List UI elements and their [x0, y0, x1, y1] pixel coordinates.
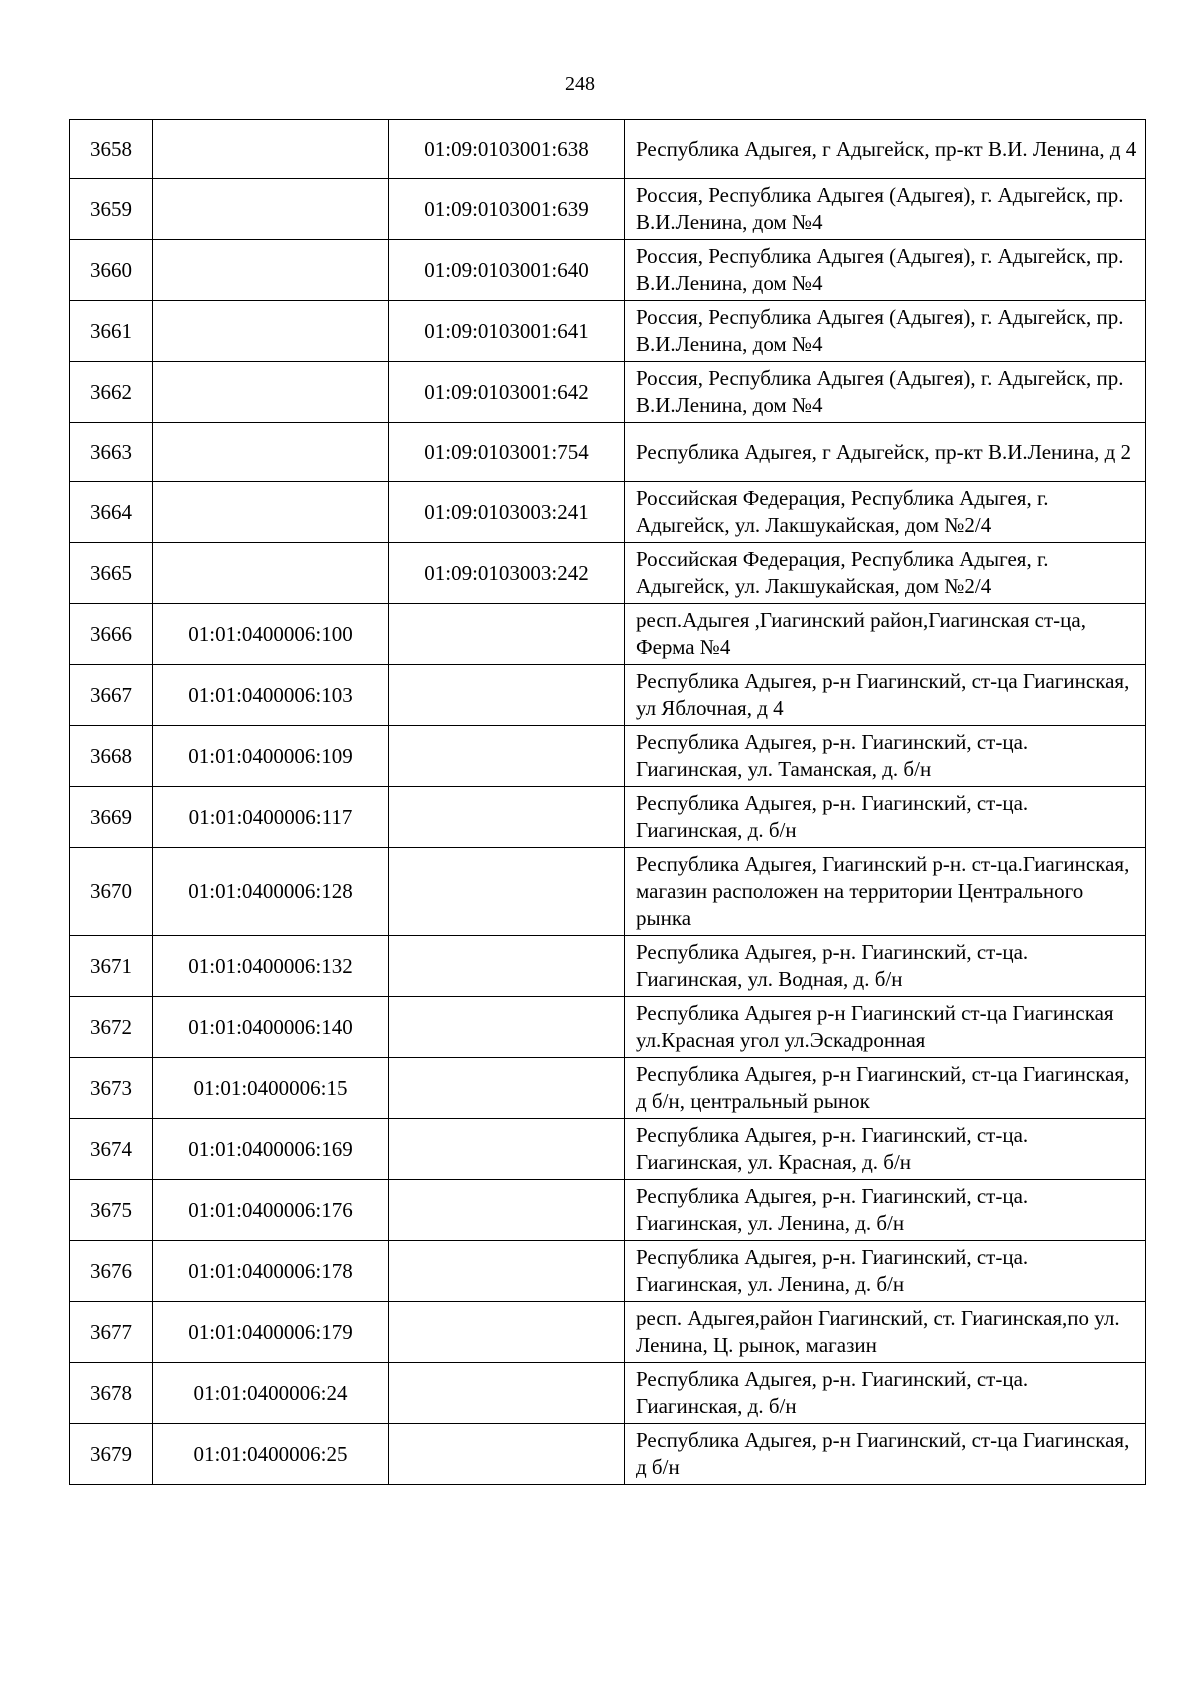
row-number-cell: 3672: [70, 997, 153, 1058]
address-cell: респ. Адыгея,район Гиагинский, ст. Гиагинская,по ул. Ленина, Ц. рынок, магазин: [625, 1302, 1146, 1363]
object-cadastral-number-cell: 01:09:0103001:640: [389, 240, 625, 301]
row-number-cell: 3663: [70, 423, 153, 482]
address-cell: Республика Адыгея, р-н. Гиагинский, ст-ца. Гиагинская, ул. Красная, д. б/н: [625, 1119, 1146, 1180]
row-number-cell: 3659: [70, 179, 153, 240]
address-cell: Республика Адыгея, р-н. Гиагинский, ст-ца. Гиагинская, д. б/н: [625, 787, 1146, 848]
table-row: [70, 936, 1146, 997]
object-cadastral-number-cell: [389, 604, 625, 665]
land-cadastral-number-cell: [153, 240, 389, 301]
address-cell: Россия, Республика Адыгея (Адыгея), г. Адыгейск, пр. В.И.Ленина, дом №4: [625, 179, 1146, 240]
page-number: 248: [565, 73, 595, 95]
object-cadastral-number-cell: [389, 936, 625, 997]
land-cadastral-number-cell: [153, 423, 389, 482]
object-cadastral-number-cell: 01:09:0103001:642: [389, 362, 625, 423]
land-cadastral-number-cell: 01:01:0400006:169: [153, 1119, 389, 1180]
table-row: [70, 120, 1146, 179]
table-row: [70, 482, 1146, 543]
address-cell: Республика Адыгея, р-н Гиагинский, ст-ца Гиагинская, д б/н: [625, 1424, 1146, 1485]
object-cadastral-number-cell: 01:09:0103003:242: [389, 543, 625, 604]
address-cell: Россия, Республика Адыгея (Адыгея), г. Адыгейск, пр. В.И.Ленина, дом №4: [625, 362, 1146, 423]
land-cadastral-number-cell: 01:01:0400006:128: [153, 848, 389, 936]
table-row: [70, 604, 1146, 665]
land-cadastral-number-cell: [153, 301, 389, 362]
table-row: [70, 1241, 1146, 1302]
table-row: [70, 1180, 1146, 1241]
address-cell: Республика Адыгея, р-н. Гиагинский, ст-ца. Гиагинская, ул. Ленина, д. б/н: [625, 1241, 1146, 1302]
table-row: [70, 179, 1146, 240]
land-cadastral-number-cell: [153, 482, 389, 543]
land-cadastral-number-cell: 01:01:0400006:117: [153, 787, 389, 848]
address-cell: Российская Федерация, Республика Адыгея, г. Адыгейск, ул. Лакшукайская, дом №2/4: [625, 482, 1146, 543]
object-cadastral-number-cell: [389, 1180, 625, 1241]
land-cadastral-number-cell: [153, 179, 389, 240]
row-number-cell: 3679: [70, 1424, 153, 1485]
row-number-cell: 3664: [70, 482, 153, 543]
row-number-cell: 3673: [70, 1058, 153, 1119]
land-cadastral-number-cell: 01:01:0400006:132: [153, 936, 389, 997]
object-cadastral-number-cell: [389, 726, 625, 787]
land-cadastral-number-cell: 01:01:0400006:179: [153, 1302, 389, 1363]
row-number-cell: 3677: [70, 1302, 153, 1363]
table-row: [70, 1058, 1146, 1119]
object-cadastral-number-cell: 01:09:0103001:641: [389, 301, 625, 362]
row-number-cell: 3671: [70, 936, 153, 997]
address-cell: Республика Адыгея, р-н. Гиагинский, ст-ца. Гиагинская, д. б/н: [625, 1363, 1146, 1424]
registry-table: [69, 119, 1146, 1485]
object-cadastral-number-cell: 01:09:0103001:639: [389, 179, 625, 240]
row-number-cell: 3661: [70, 301, 153, 362]
land-cadastral-number-cell: 01:01:0400006:178: [153, 1241, 389, 1302]
address-cell: Республика Адыгея, г Адыгейск, пр-кт В.И. Ленина, д 4: [625, 120, 1146, 179]
row-number-cell: 3670: [70, 848, 153, 936]
table-row: [70, 543, 1146, 604]
table-row: [70, 848, 1146, 936]
table-row: [70, 997, 1146, 1058]
table-row: [70, 787, 1146, 848]
object-cadastral-number-cell: [389, 1058, 625, 1119]
address-cell: Республика Адыгея, Гиагинский р-н. ст-ца.Гиагинская, магазин расположен на территории Центрального рынка: [625, 848, 1146, 936]
row-number-cell: 3662: [70, 362, 153, 423]
address-cell: Республика Адыгея, г Адыгейск, пр-кт В.И.Ленина, д 2: [625, 423, 1146, 482]
object-cadastral-number-cell: [389, 1302, 625, 1363]
row-number-cell: 3668: [70, 726, 153, 787]
land-cadastral-number-cell: [153, 362, 389, 423]
object-cadastral-number-cell: [389, 848, 625, 936]
land-cadastral-number-cell: [153, 120, 389, 179]
object-cadastral-number-cell: 01:09:0103001:754: [389, 423, 625, 482]
address-cell: Республика Адыгея, р-н Гиагинский, ст-ца Гиагинская, ул Яблочная, д 4: [625, 665, 1146, 726]
row-number-cell: 3678: [70, 1363, 153, 1424]
address-cell: Республика Адыгея, р-н Гиагинский, ст-ца Гиагинская, д б/н, центральный рынок: [625, 1058, 1146, 1119]
table-row: [70, 423, 1146, 482]
object-cadastral-number-cell: [389, 1119, 625, 1180]
land-cadastral-number-cell: 01:01:0400006:100: [153, 604, 389, 665]
land-cadastral-number-cell: 01:01:0400006:15: [153, 1058, 389, 1119]
land-cadastral-number-cell: 01:01:0400006:140: [153, 997, 389, 1058]
table-row: [70, 1302, 1146, 1363]
row-number-cell: 3666: [70, 604, 153, 665]
table-row: [70, 1363, 1146, 1424]
row-number-cell: 3658: [70, 120, 153, 179]
object-cadastral-number-cell: [389, 787, 625, 848]
object-cadastral-number-cell: [389, 1424, 625, 1485]
address-cell: Республика Адыгея, р-н. Гиагинский, ст-ца. Гиагинская, ул. Таманская, д. б/н: [625, 726, 1146, 787]
address-cell: Российская Федерация, Республика Адыгея, г. Адыгейск, ул. Лакшукайская, дом №2/4: [625, 543, 1146, 604]
registry-table-body: [70, 120, 1146, 1485]
address-cell: Россия, Республика Адыгея (Адыгея), г. Адыгейск, пр. В.И.Ленина, дом №4: [625, 301, 1146, 362]
land-cadastral-number-cell: 01:01:0400006:24: [153, 1363, 389, 1424]
address-cell: Республика Адыгея, р-н. Гиагинский, ст-ца. Гиагинская, ул. Водная, д. б/н: [625, 936, 1146, 997]
land-cadastral-number-cell: [153, 543, 389, 604]
land-cadastral-number-cell: 01:01:0400006:109: [153, 726, 389, 787]
object-cadastral-number-cell: [389, 997, 625, 1058]
table-row: [70, 726, 1146, 787]
table-row: [70, 1424, 1146, 1485]
table-row: [70, 240, 1146, 301]
table-row: [70, 301, 1146, 362]
land-cadastral-number-cell: 01:01:0400006:103: [153, 665, 389, 726]
land-cadastral-number-cell: 01:01:0400006:176: [153, 1180, 389, 1241]
row-number-cell: 3674: [70, 1119, 153, 1180]
address-cell: Россия, Республика Адыгея (Адыгея), г. Адыгейск, пр. В.И.Ленина, дом №4: [625, 240, 1146, 301]
table-row: [70, 362, 1146, 423]
object-cadastral-number-cell: 01:09:0103003:241: [389, 482, 625, 543]
object-cadastral-number-cell: [389, 1363, 625, 1424]
address-cell: Республика Адыгея, р-н. Гиагинский, ст-ца. Гиагинская, ул. Ленина, д. б/н: [625, 1180, 1146, 1241]
row-number-cell: 3665: [70, 543, 153, 604]
object-cadastral-number-cell: [389, 665, 625, 726]
row-number-cell: 3667: [70, 665, 153, 726]
address-cell: Республика Адыгея р-н Гиагинский ст-ца Гиагинская ул.Красная угол ул.Эскадронная: [625, 997, 1146, 1058]
row-number-cell: 3660: [70, 240, 153, 301]
land-cadastral-number-cell: 01:01:0400006:25: [153, 1424, 389, 1485]
row-number-cell: 3669: [70, 787, 153, 848]
row-number-cell: 3675: [70, 1180, 153, 1241]
table-row: [70, 1119, 1146, 1180]
row-number-cell: 3676: [70, 1241, 153, 1302]
object-cadastral-number-cell: 01:09:0103001:638: [389, 120, 625, 179]
table-row: [70, 665, 1146, 726]
address-cell: респ.Адыгея ,Гиагинский район,Гиагинская ст-ца, Ферма №4: [625, 604, 1146, 665]
object-cadastral-number-cell: [389, 1241, 625, 1302]
